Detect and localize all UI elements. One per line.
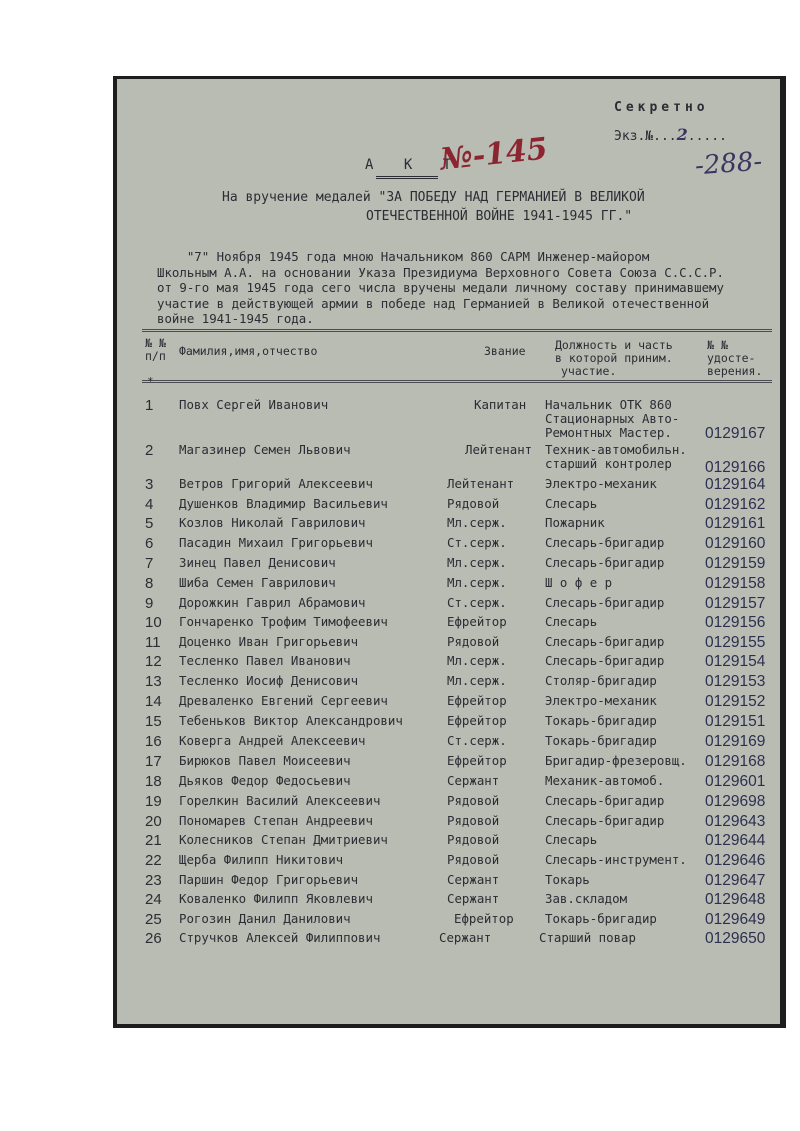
copy-number-handwritten: 2 <box>676 125 688 144</box>
row-position: Слесарь-бригадир <box>545 595 665 610</box>
table-top-rule <box>142 329 772 332</box>
row-certificate: 0129166 <box>705 459 766 476</box>
row-name: Паршин Федор Григорьевич <box>179 872 359 887</box>
row-rank: Капитан <box>474 397 527 412</box>
row-rank: Ефрейтор <box>447 753 507 768</box>
row-position-2: Стационарных Авто- <box>545 411 680 426</box>
row-position: Слесарь <box>545 496 598 511</box>
row-certificate: 0129650 <box>705 930 766 947</box>
row-rank: Мл.серж. <box>447 673 507 688</box>
doc-title-line1: На вручение медалей "ЗА ПОБЕДУ НАД ГЕРМАНИЕЙ В ВЕЛИКОЙ <box>222 190 645 205</box>
row-certificate: 0129160 <box>705 535 766 552</box>
row-position: Электро-механик <box>545 693 657 708</box>
doc-title-line2: ОТЕЧЕСТВЕННОЙ ВОЙНЕ 1941-1945 ГГ." <box>366 209 633 224</box>
act-underline <box>376 176 438 179</box>
row-name: Дьяков Федор Федосьевич <box>179 773 351 788</box>
row-position: Слесарь-бригадир <box>545 653 665 668</box>
row-position: Токарь-бригадир <box>545 713 657 728</box>
table-row <box>117 930 780 950</box>
table-row <box>117 753 780 773</box>
row-position: Слесарь-бригадир <box>545 535 665 550</box>
row-certificate: 0129167 <box>705 425 766 442</box>
col-header-rank: Звание <box>484 344 526 358</box>
act-number: №-145 <box>438 131 550 178</box>
row-rank: Рядовой <box>447 813 500 828</box>
row-position: Слесарь-бригадир <box>545 555 665 570</box>
copy-number <box>614 125 727 144</box>
col-header-name: Фамилия,имя,отчество <box>179 344 318 358</box>
row-position: Пожарник <box>545 515 605 530</box>
row-number: 3 <box>145 476 154 493</box>
row-rank: Ст.серж. <box>447 733 507 748</box>
row-certificate: 0129647 <box>705 872 766 889</box>
table-row <box>117 575 780 595</box>
row-certificate: 0129156 <box>705 614 766 631</box>
col-header-num: № № п/п <box>145 336 166 363</box>
row-position: Токарь <box>545 872 590 887</box>
row-rank: Рядовой <box>447 852 500 867</box>
row-name: Гончаренко Трофим Тимофеевич <box>179 614 388 629</box>
row-position: Слесарь-инструмент. <box>545 852 687 867</box>
row-number: 14 <box>145 693 162 710</box>
row-certificate: 0129646 <box>705 852 766 869</box>
classification-stamp: Секретно <box>614 100 709 115</box>
row-certificate: 0129152 <box>705 693 766 710</box>
row-rank: Сержант <box>439 930 492 945</box>
row-rank: Ефрейтор <box>447 614 507 629</box>
sheet-number: -288- <box>694 146 764 182</box>
row-rank: Сержант <box>447 891 500 906</box>
table-row <box>117 595 780 615</box>
table-row <box>117 496 780 516</box>
row-position: Токарь-бригадир <box>545 733 657 748</box>
table-row <box>117 535 780 555</box>
row-number: 12 <box>145 653 162 670</box>
row-name: Тесленко Павел Иванович <box>179 653 351 668</box>
table-row <box>117 852 780 872</box>
row-rank: Мл.серж. <box>447 515 507 530</box>
row-position: Начальник ОТК 860 <box>545 397 672 412</box>
row-rank: Сержант <box>447 773 500 788</box>
row-number: 17 <box>145 753 162 770</box>
table-row <box>117 891 780 911</box>
row-number: 20 <box>145 813 162 830</box>
row-number: 5 <box>145 515 154 532</box>
row-position: Техник-автомобильн. <box>545 442 687 457</box>
row-number: 22 <box>145 852 162 869</box>
row-certificate: 0129151 <box>705 713 766 730</box>
row-number: 15 <box>145 713 162 730</box>
copy-suffix: ..... <box>687 129 727 144</box>
table-row <box>117 793 780 813</box>
row-position: Слесарь <box>545 614 598 629</box>
row-position: Слесарь-бригадир <box>545 634 665 649</box>
row-certificate: 0129158 <box>705 575 766 592</box>
intro-line: "7" Ноября 1945 года мною Начальником 860 САРМ Инженер-майором <box>157 249 650 264</box>
row-certificate: 0129162 <box>705 496 766 513</box>
row-number: 9 <box>145 595 154 612</box>
row-position: Слесарь <box>545 832 598 847</box>
row-certificate: 0129601 <box>705 773 766 790</box>
table-header-rule <box>142 380 772 383</box>
act-label: А К Т <box>365 157 463 173</box>
table-row <box>117 614 780 634</box>
table-row <box>117 555 780 575</box>
row-position-2: старший контролер <box>545 456 672 471</box>
row-rank: Рядовой <box>447 496 500 511</box>
row-certificate: 0129159 <box>705 555 766 572</box>
row-rank: Ст.серж. <box>447 535 507 550</box>
row-name: Душенков Владимир Васильевич <box>179 496 388 511</box>
table-row <box>117 911 780 931</box>
row-name: Коваленко Филипп Яковлевич <box>179 891 373 906</box>
row-number: 2 <box>145 442 154 459</box>
row-certificate: 0129648 <box>705 891 766 908</box>
row-name: Тебеньков Виктор Александрович <box>179 713 403 728</box>
row-position: Старший повар <box>539 930 636 945</box>
row-certificate: 0129155 <box>705 634 766 651</box>
row-rank: Лейтенант <box>447 476 515 491</box>
row-number: 8 <box>145 575 154 592</box>
row-name: Козлов Николай Гаврилович <box>179 515 366 530</box>
row-position: Бригадир-фрезеровщ. <box>545 753 687 768</box>
row-name: Щерба Филипп Никитович <box>179 852 344 867</box>
row-number: 13 <box>145 673 162 690</box>
row-name: Доценко Иван Григорьевич <box>179 634 359 649</box>
copy-prefix: Экз.№... <box>614 129 677 144</box>
col-header-position: Должность и часть в которой приним. участие. <box>555 338 673 378</box>
row-number: 16 <box>145 733 162 750</box>
intro-line: от 9-го мая 1945 года сего числа вручены медали личному составу принимавшему <box>157 280 724 295</box>
row-rank: Рядовой <box>447 634 500 649</box>
intro-line: войне 1941-1945 года. <box>157 311 314 326</box>
row-rank: Мл.серж. <box>447 653 507 668</box>
table-row <box>117 476 780 496</box>
row-name: Ветров Григорий Алексеевич <box>179 476 373 491</box>
row-number: 25 <box>145 911 162 928</box>
row-name: Стручков Алексей Филиппович <box>179 930 381 945</box>
row-name: Шиба Семен Гаврилович <box>179 575 336 590</box>
table-row <box>117 653 780 673</box>
row-certificate: 0129161 <box>705 515 766 532</box>
table-row <box>117 515 780 535</box>
row-name: Древаленко Евгений Сергеевич <box>179 693 388 708</box>
row-number: 23 <box>145 872 162 889</box>
table-row <box>117 813 780 833</box>
row-position: Токарь-бригадир <box>545 911 657 926</box>
row-name: Дорожкин Гаврил Абрамович <box>179 595 366 610</box>
table-row <box>117 713 780 733</box>
intro-paragraph <box>157 249 773 327</box>
table-row <box>117 832 780 852</box>
table-row <box>117 693 780 713</box>
row-name: Бирюков Павел Моисеевич <box>179 753 351 768</box>
row-rank: Лейтенант <box>465 442 533 457</box>
row-position: Столяр-бригадир <box>545 673 657 688</box>
row-rank: Сержант <box>447 872 500 887</box>
table-row <box>117 634 780 654</box>
row-rank: Рядовой <box>447 793 500 808</box>
row-number: 10 <box>145 614 162 631</box>
row-position: Слесарь-бригадир <box>545 793 665 808</box>
row-number: 6 <box>145 535 154 552</box>
row-certificate: 0129154 <box>705 653 766 670</box>
intro-line: участие в действующей армии в победе над Германией в Великой отечественной <box>157 295 710 311</box>
row-certificate: 0129168 <box>705 753 766 770</box>
row-certificate: 0129164 <box>705 476 766 493</box>
row-rank: Мл.серж. <box>447 555 507 570</box>
row-rank: Ефрейтор <box>447 713 507 728</box>
row-number: 4 <box>145 496 154 513</box>
row-position: Слесарь-бригадир <box>545 813 665 828</box>
row-name: Повх Сергей Иванович <box>179 397 329 412</box>
table-row <box>117 442 780 476</box>
row-rank: Ефрейтор <box>447 693 507 708</box>
row-name: Пономарев Степан Андреевич <box>179 813 373 828</box>
row-name: Пасадин Михаил Григорьевич <box>179 535 373 550</box>
row-certificate: 0129153 <box>705 673 766 690</box>
row-certificate: 0129644 <box>705 832 766 849</box>
row-certificate: 0129169 <box>705 733 766 750</box>
row-rank: Мл.серж. <box>447 575 507 590</box>
row-position-3: Ремонтных Мастер. <box>545 425 672 440</box>
row-name: Горелкин Василий Алексеевич <box>179 793 381 808</box>
row-name: Зинец Павел Денисович <box>179 555 336 570</box>
row-rank: Рядовой <box>447 832 500 847</box>
row-name: Колесников Степан Дмитриевич <box>179 832 388 847</box>
row-number: 19 <box>145 793 162 810</box>
margin-tick: * <box>147 375 154 388</box>
table-row <box>117 773 780 793</box>
row-number: 21 <box>145 832 162 849</box>
row-number: 18 <box>145 773 162 790</box>
row-number: 7 <box>145 555 154 572</box>
row-number: 26 <box>145 930 162 947</box>
row-name: Магазинер Семен Львович <box>179 442 351 457</box>
row-position: Зав.складом <box>545 891 628 906</box>
row-certificate: 0129698 <box>705 793 766 810</box>
table-row <box>117 733 780 753</box>
row-rank: Ст.серж. <box>447 595 507 610</box>
table-row <box>117 872 780 892</box>
row-position: Ш о ф е р <box>545 575 613 590</box>
table-row <box>117 673 780 693</box>
row-number: 24 <box>145 891 162 908</box>
row-certificate: 0129157 <box>705 595 766 612</box>
row-rank: Ефрейтор <box>454 911 514 926</box>
row-number: 11 <box>145 634 161 651</box>
row-name: Рогозин Данил Данилович <box>179 911 351 926</box>
row-position: Механик-автомоб. <box>545 773 665 788</box>
intro-line: Школьным А.А. на основании Указа Президиума Верховного Совета Союза С.С.С.Р. <box>157 264 724 280</box>
col-header-cert: № № удосте- верения. <box>707 338 763 378</box>
document-page <box>117 79 780 1024</box>
row-certificate: 0129649 <box>705 911 766 928</box>
row-position: Электро-механик <box>545 476 657 491</box>
row-certificate: 0129643 <box>705 813 766 830</box>
table-row <box>117 397 780 442</box>
row-name: Тесленко Иосиф Денисович <box>179 673 359 688</box>
row-name: Коверга Андрей Алексеевич <box>179 733 366 748</box>
row-number: 1 <box>145 397 154 414</box>
